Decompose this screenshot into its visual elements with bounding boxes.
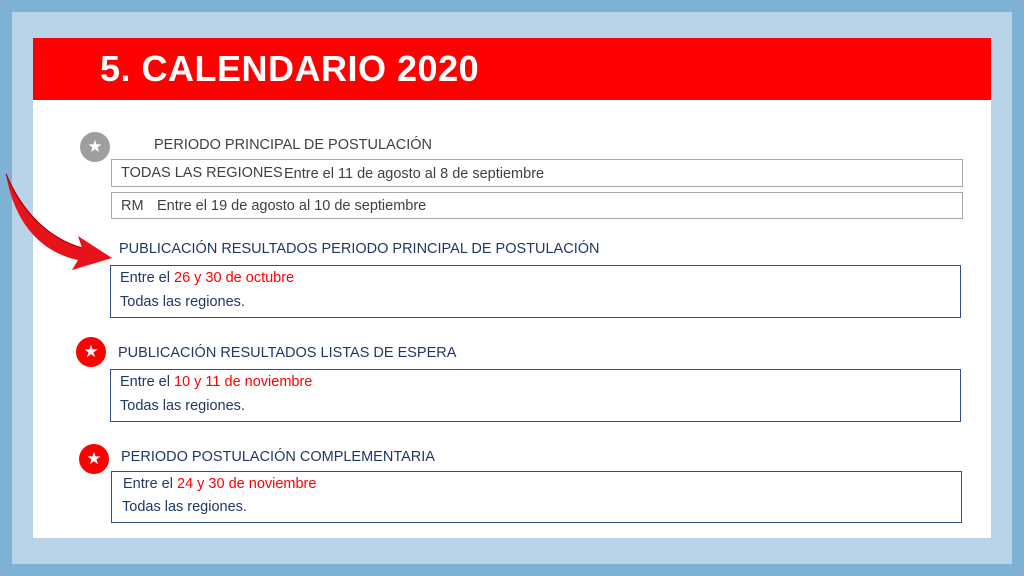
publicacion-principal-dates-line [120,270,294,286]
row-rm-label: RM [121,198,144,214]
page-title: 5. CALENDARIO 2020 [100,48,480,89]
star-icon: ★ [76,337,106,367]
highlight-dates: 10 y 11 de noviembre [174,374,313,390]
red-curved-arrow-icon [0,170,115,275]
section-heading-periodo-principal: PERIODO PRINCIPAL DE POSTULACIÓN [154,137,432,153]
star-icon: ★ [80,132,110,162]
highlight-dates: 24 y 30 de noviembre [177,476,317,492]
section-heading-listas-espera: PUBLICACIÓN RESULTADOS LISTAS DE ESPERA [118,345,457,361]
highlight-dates: 26 y 30 de octubre [174,270,295,286]
row-todas-regiones-dates: Entre el 11 de agosto al 8 de septiembre [284,166,545,182]
publicacion-principal-regions: Todas las regiones. [120,294,245,310]
row-todas-regiones-label: TODAS LAS REGIONES [121,165,283,181]
prefix-text: Entre el [120,374,174,390]
postulacion-complementaria-regions: Todas las regiones. [122,499,247,515]
prefix-text: Entre el [123,476,177,492]
section-heading-postulacion-complementaria: PERIODO POSTULACIÓN COMPLEMENTARIA [121,449,435,465]
star-icon: ★ [79,444,109,474]
postulacion-complementaria-dates-line [123,476,316,492]
prefix-text: Entre el [120,270,174,286]
section-heading-publicacion-principal: PUBLICACIÓN RESULTADOS PERIODO PRINCIPAL DE POSTULACIÓN [119,241,600,257]
listas-espera-dates-line [120,374,312,390]
row-rm-dates: Entre el 19 de agosto al 10 de septiembre [157,198,427,214]
listas-espera-regions: Todas las regiones. [120,398,245,414]
